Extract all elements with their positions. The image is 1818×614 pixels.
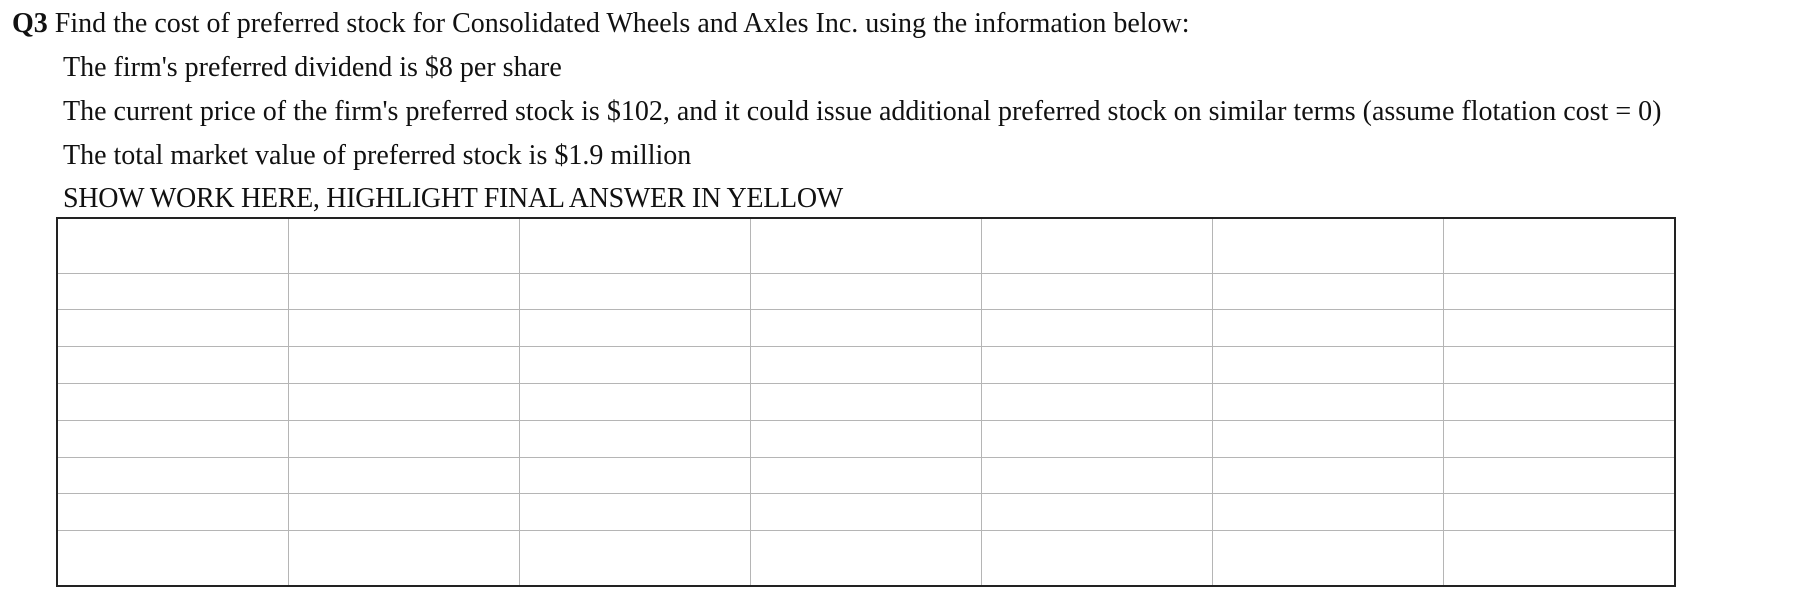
grid-cell[interactable] — [519, 384, 750, 421]
grid-cell[interactable] — [982, 347, 1213, 384]
grid-cell[interactable] — [519, 310, 750, 347]
grid-cell[interactable] — [982, 494, 1213, 531]
grid-cell[interactable] — [1213, 457, 1444, 494]
grid-cell[interactable] — [288, 457, 519, 494]
grid-cell[interactable] — [288, 218, 519, 273]
grid-cell[interactable] — [1444, 347, 1675, 384]
grid-cell[interactable] — [1213, 273, 1444, 310]
grid-cell[interactable] — [288, 420, 519, 457]
grid-row — [57, 531, 1675, 586]
grid-cell[interactable] — [57, 273, 288, 310]
grid-row — [57, 457, 1675, 494]
grid-cell[interactable] — [288, 310, 519, 347]
grid-cell[interactable] — [57, 457, 288, 494]
grid-cell[interactable] — [982, 384, 1213, 421]
grid-row — [57, 310, 1675, 347]
grid-cell[interactable] — [519, 531, 750, 586]
grid-row — [57, 420, 1675, 457]
grid-cell[interactable] — [1213, 218, 1444, 273]
grid-cell[interactable] — [750, 420, 981, 457]
grid-cell[interactable] — [288, 531, 519, 586]
grid-cell[interactable] — [1213, 384, 1444, 421]
grid-cell[interactable] — [1444, 310, 1675, 347]
grid-cell[interactable] — [750, 347, 981, 384]
grid-cell[interactable] — [57, 531, 288, 586]
work-grid-body — [57, 218, 1675, 586]
grid-cell[interactable] — [982, 457, 1213, 494]
grid-cell[interactable] — [57, 420, 288, 457]
grid-cell[interactable] — [750, 531, 981, 586]
grid-cell[interactable] — [1444, 531, 1675, 586]
grid-row — [57, 347, 1675, 384]
grid-cell[interactable] — [750, 310, 981, 347]
grid-cell[interactable] — [982, 531, 1213, 586]
grid-cell[interactable] — [1444, 218, 1675, 273]
info-dividend: The firm's preferred dividend is $8 per share — [63, 52, 562, 83]
grid-row — [57, 273, 1675, 310]
question-text: Find the cost of preferred stock for Consolidated Wheels and Axles Inc. using the information below: — [54, 8, 1190, 39]
grid-cell[interactable] — [57, 347, 288, 384]
work-instruction: SHOW WORK HERE, HIGHLIGHT FINAL ANSWER IN YELLOW — [63, 183, 843, 214]
grid-cell[interactable] — [288, 384, 519, 421]
grid-cell[interactable] — [750, 384, 981, 421]
grid-cell[interactable] — [750, 218, 981, 273]
grid-cell[interactable] — [1213, 310, 1444, 347]
grid-cell[interactable] — [750, 494, 981, 531]
grid-cell[interactable] — [982, 310, 1213, 347]
grid-cell[interactable] — [519, 420, 750, 457]
question-number: Q3 — [12, 8, 48, 39]
grid-cell[interactable] — [1213, 347, 1444, 384]
grid-cell[interactable] — [1213, 494, 1444, 531]
grid-cell[interactable] — [982, 218, 1213, 273]
grid-cell[interactable] — [750, 457, 981, 494]
grid-cell[interactable] — [519, 273, 750, 310]
grid-row — [57, 384, 1675, 421]
grid-cell[interactable] — [288, 347, 519, 384]
grid-cell[interactable] — [288, 494, 519, 531]
grid-cell[interactable] — [1444, 457, 1675, 494]
grid-cell[interactable] — [288, 273, 519, 310]
grid-cell[interactable] — [1213, 531, 1444, 586]
grid-cell[interactable] — [57, 218, 288, 273]
grid-cell[interactable] — [57, 384, 288, 421]
grid-cell[interactable] — [57, 310, 288, 347]
work-grid — [56, 217, 1676, 587]
grid-row — [57, 494, 1675, 531]
grid-cell[interactable] — [519, 457, 750, 494]
info-current-price: The current price of the firm's preferred stock is $102, and it could issue additional preferred stock on similar terms (assume flotation cost = 0) — [63, 96, 1662, 127]
grid-cell[interactable] — [1444, 384, 1675, 421]
grid-cell[interactable] — [982, 420, 1213, 457]
grid-cell[interactable] — [519, 218, 750, 273]
grid-cell[interactable] — [1213, 420, 1444, 457]
grid-cell[interactable] — [750, 273, 981, 310]
grid-cell[interactable] — [1444, 420, 1675, 457]
grid-cell[interactable] — [982, 273, 1213, 310]
grid-cell[interactable] — [1444, 273, 1675, 310]
grid-cell[interactable] — [519, 494, 750, 531]
question-heading — [12, 8, 1190, 40]
grid-cell[interactable] — [519, 347, 750, 384]
grid-row — [57, 218, 1675, 273]
grid-cell[interactable] — [57, 494, 288, 531]
info-market-value: The total market value of preferred stock is $1.9 million — [63, 140, 692, 171]
grid-cell[interactable] — [1444, 494, 1675, 531]
